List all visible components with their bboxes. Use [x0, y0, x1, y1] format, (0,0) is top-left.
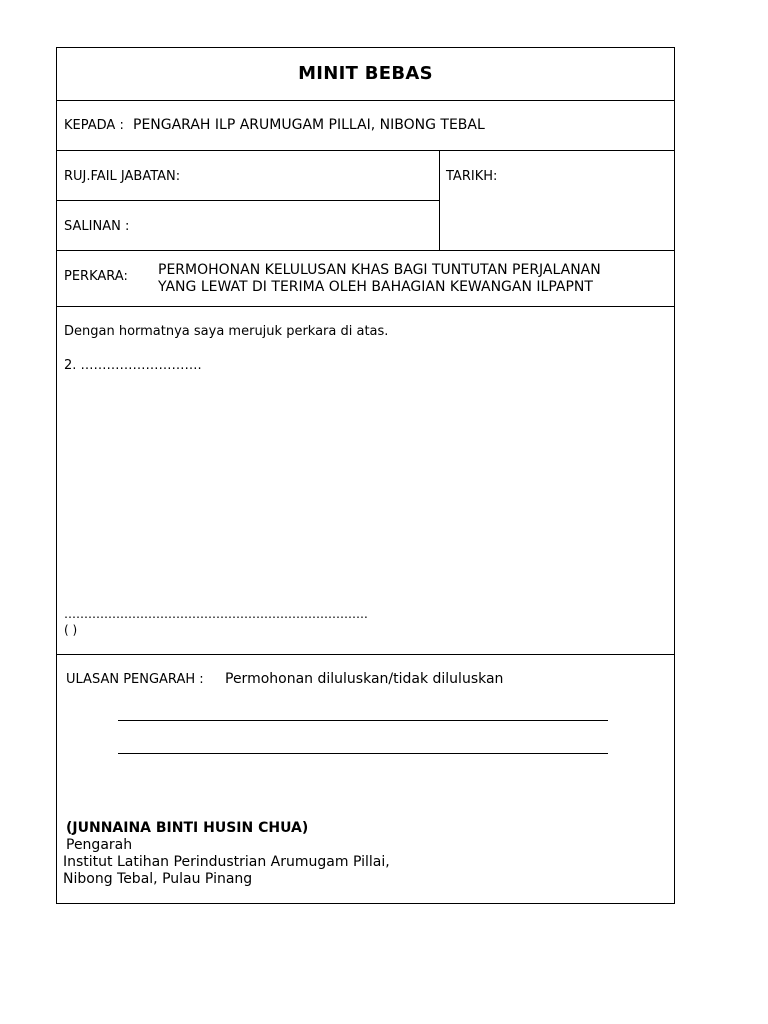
form-title: MINIT BEBAS	[298, 63, 433, 84]
ulasan-value: Permohonan diluluskan/tidak diluluskan	[225, 671, 504, 687]
paragraph-2: 2. ……………………….	[64, 358, 202, 373]
institution-name: Institut Latihan Perindustrian Arumugam Pillai,	[63, 854, 390, 870]
divider	[57, 250, 674, 251]
divider	[57, 200, 439, 201]
perkara-line-2: YANG LEWAT DI TERIMA OLEH BAHAGIAN KEWANGAN ILPAPNT	[158, 279, 593, 295]
comment-line-1	[118, 720, 608, 721]
institution-address: Nibong Tebal, Pulau Pinang	[63, 871, 253, 887]
kepada-label: KEPADA :	[64, 118, 124, 133]
comment-line-2	[118, 753, 608, 754]
salinan-label: SALINAN :	[64, 219, 130, 234]
tarikh-label: TARIKH:	[446, 169, 498, 184]
signature-name-bracket: ( )	[64, 623, 78, 637]
divider	[57, 150, 674, 151]
perkara-label: PERKARA:	[64, 269, 128, 284]
kepada-value: PENGARAH ILP ARUMUGAM PILLAI, NIBONG TEBAL	[133, 117, 485, 133]
perkara-line-1: PERMOHONAN KELULUSAN KHAS BAGI TUNTUTAN PERJALANAN	[158, 262, 601, 278]
greeting-text: Dengan hormatnya saya merujuk perkara di atas.	[64, 324, 389, 339]
divider	[57, 306, 674, 307]
director-name: (JUNNAINA BINTI HUSIN CHUA)	[66, 820, 309, 836]
minit-bebas-form	[56, 47, 675, 904]
ulasan-label: ULASAN PENGARAH :	[66, 672, 204, 687]
ruj-fail-label: RUJ.FAIL JABATAN:	[64, 169, 181, 184]
column-divider	[439, 150, 440, 250]
divider	[57, 100, 674, 101]
divider	[57, 654, 674, 655]
signature-dots: ………………………………………………………………….	[64, 607, 368, 621]
director-position: Pengarah	[66, 837, 133, 853]
